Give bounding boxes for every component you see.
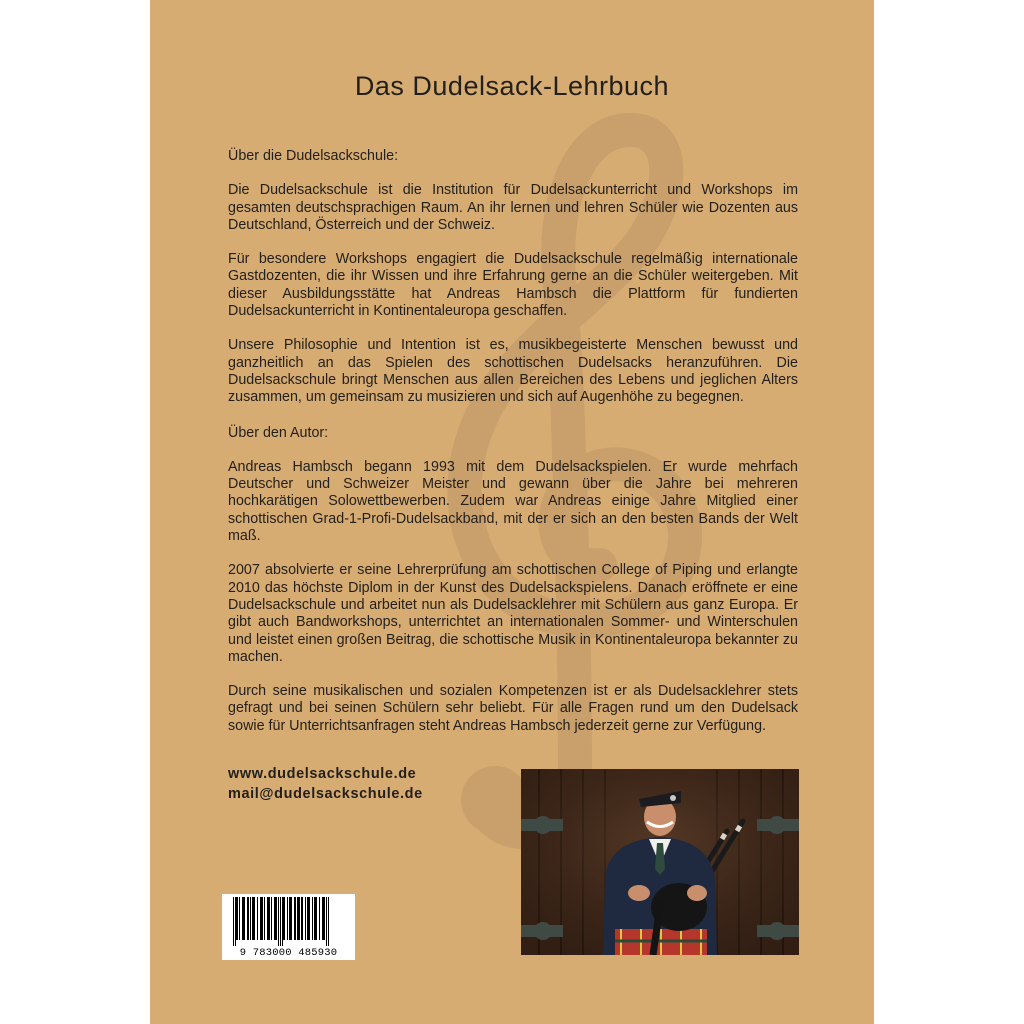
barcode-bar [312,897,313,940]
back-cover [150,0,874,1024]
barcode-bar [319,897,320,940]
barcode-bar [301,897,303,940]
school-paragraph-1: Die Dudelsackschule ist die Institution für Dudelsackunterricht und Workshops im gesamten deutschsprachigen Raum. An ihr lernen und lehren Schüler wie Dozenten aus Deutschland, Österreich und der Schweiz. [228,182,798,233]
school-heading: Über die Dudelsackschule: [228,148,399,164]
barcode-bar [239,897,240,940]
barcode-bar [289,897,292,940]
barcode-bar [297,897,300,940]
barcode-bar [322,897,325,940]
barcode-bar [274,897,277,940]
body-text [228,148,798,752]
contact-block [228,764,423,804]
barcode-bars [222,894,355,946]
author-paragraph-1: Andreas Hambsch begann 1993 mit dem Dudelsackspielen. Er wurde mehrfach Deutscher und Schweizer Meister und gewann über die Jahre bei mehreren hochkarätigen Solowettbewerben. Zudem war Andreas einige Jahre Mitglied einer schottischen Grad-1-Profi-Dudelsackband, mit der er sich an den besten Bands der Welt maß. [228,458,798,545]
barcode-bar [278,897,279,946]
barcode-bar [307,897,310,940]
barcode-bar [242,897,245,940]
barcode-bar [305,897,306,940]
barcode-bar [271,897,272,940]
author-heading: Über den Autor: [228,424,329,441]
isbn-barcode [222,894,355,960]
barcode-bar [233,897,234,946]
barcode-bar [294,897,296,940]
page-title: Das Dudelsack-Lehrbuch [354,71,670,101]
barcode-bar [260,897,263,940]
barcode-bar [328,897,329,946]
author-paragraph-3: Durch seine musikalischen und sozialen Kompetenzen ist er als Dudelsacklehrer stets gefragt und bei seinen Schülern sehr beliebt. Für alle Fragen rund um den Dudelsack sowie für Unterrichtsanfragen steht Andreas Hambsch jederzeit gerne zur Verfügung. [228,683,798,734]
barcode-bar [283,897,285,940]
bagpiper-photo-illustration [521,769,799,955]
website-link[interactable]: www.dudelsackschule.de [228,766,417,782]
barcode-bar [252,897,255,940]
barcode-bar [264,897,265,940]
author-paragraph-2: 2007 absolvierte er seine Lehrerprüfung am schottischen College of Piping und erlangte 2010 das höchste Diplom in der Kunst des Dudelsackspielens. Danach eröffnete er eine Dudelsackschule und arbeitet nun als Dudelsacklehrer mit Schülern aus ganz Europa. Er gibt auch Bandworkshops, unterrichtet an internationalen Sommer- und Winterschulen und leistet einen großen Beitrag, die schottische Musik in Kontinentaleuropa bekannter zu machen. [228,562,798,665]
school-paragraph-3: Unsere Philosophie und Intention ist es, musikbegeisterte Menschen bewusst und ganzheitlich an das Spielen des schottischen Dudelsacks heranzuführen. Die Dudelsackschule bringt Menschen aus allen Bereichen des Lebens und jeglichen Alters zusammen, um gemeinsam zu musizieren und sich auf Augenhöhe zu begegnen. [228,337,798,406]
barcode-bar [326,897,327,946]
barcode-bar [314,897,317,940]
barcode-bar [287,897,288,940]
barcode-bar [280,897,281,946]
barcode-bar [236,897,238,940]
barcode-bar [267,897,270,940]
barcode-digits: 9 783000 485930 [239,947,338,959]
email-link[interactable]: mail@dudelsackschule.de [228,786,423,802]
barcode-bar [257,897,258,940]
barcode-bar [247,897,249,940]
barcode-bar [235,897,236,946]
author-photo [521,769,799,955]
school-paragraph-2: Für besondere Workshops engagiert die Dudelsackschule regelmäßig internationale Gastdozenten, die ihr Wissen und ihre Erfahrung gerne an die Schüler weitergeben. Mit dieser Ausbildungsstätte hat Andreas Hambsch die Plattform für fundierten Dudelsackunterricht in Kontinentaleuropa geschaffen. [228,251,798,320]
barcode-bar [250,897,251,940]
barcode-bar [282,897,283,946]
